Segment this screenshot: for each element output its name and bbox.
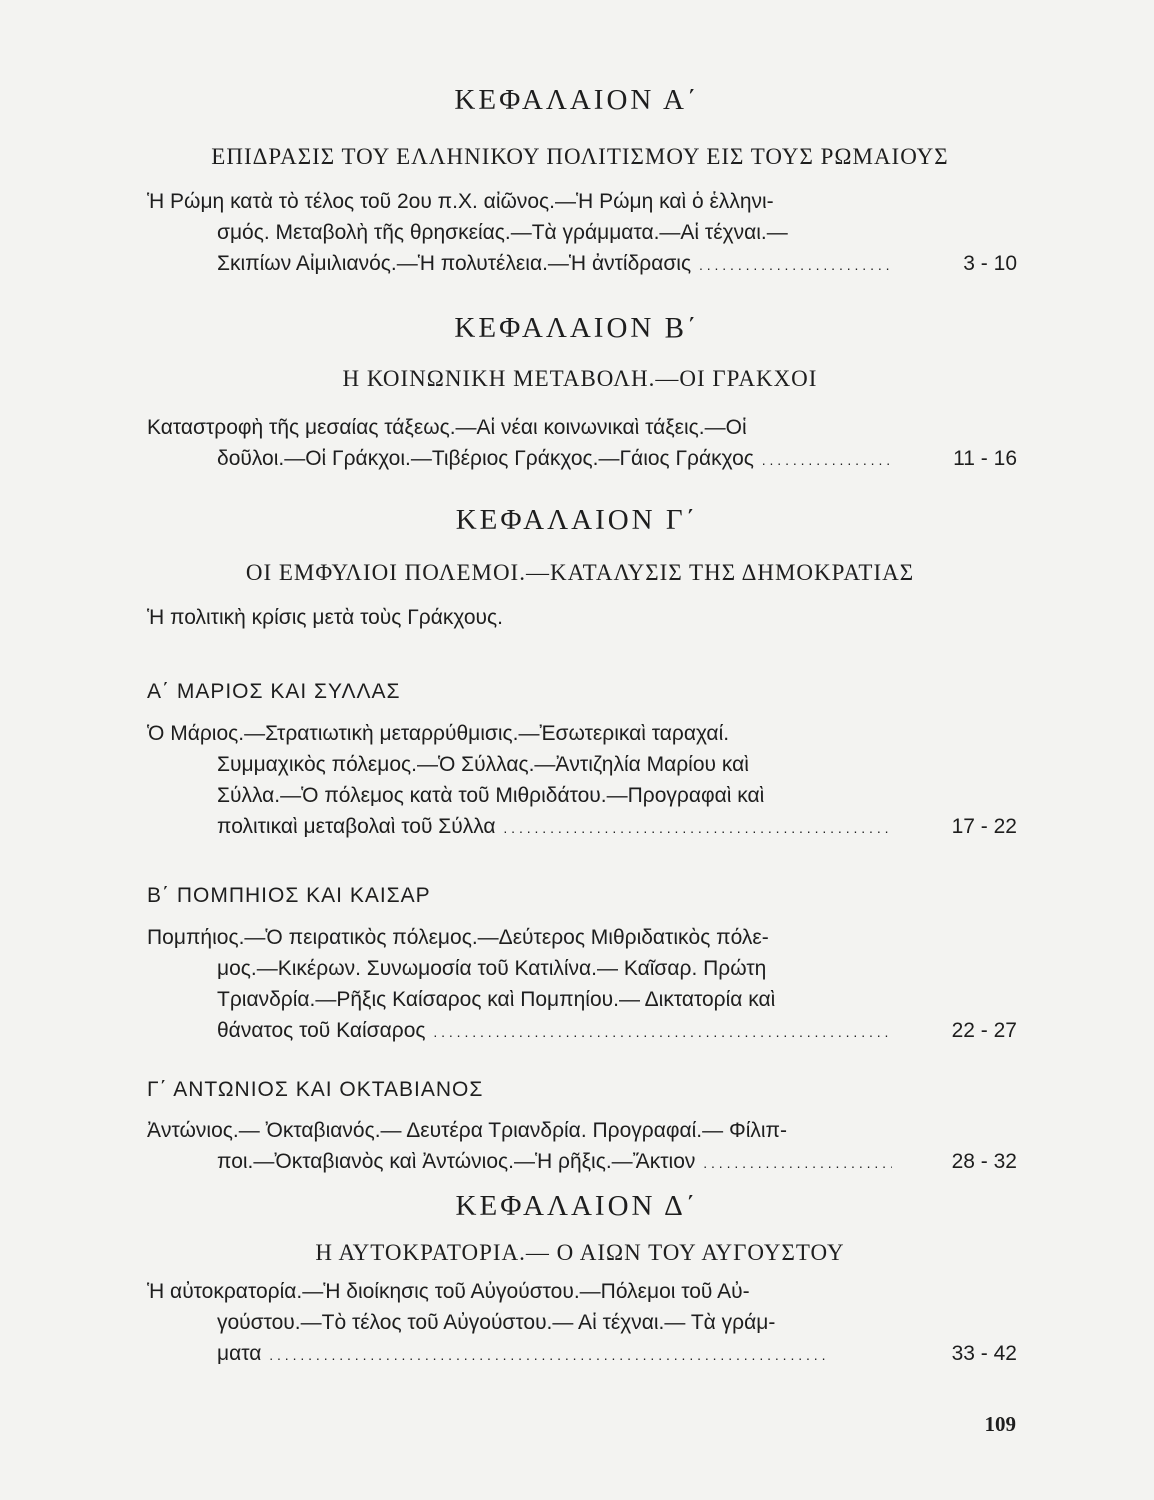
- dot-leader: [699, 252, 892, 275]
- entry-line: Συμμαχικὸς πόλεμος.—Ὁ Σύλλας.—Ἀντιζηλία Μαρίου καὶ: [217, 753, 749, 776]
- entry-line-with-leader: [147, 248, 892, 279]
- section-c-pages: 28 - 32: [951, 1150, 1017, 1173]
- chapter-b-entry: [147, 412, 892, 474]
- entry-line-with-leader: [147, 811, 892, 842]
- chapter-a-subtitle: ΕΠΙΔΡΑΣΙΣ ΤΟΥ ΕΛΛΗΝΙΚΟΥ ΠΟΛΙΤΙΣΜΟΥ ΕΙΣ ΤΟΥΣ ΡΩΜΑΙΟΥΣ: [211, 144, 949, 169]
- entry-line: Ὁ Μάριος.—Στρατιωτικὴ μεταρρύθμισις.—Ἐσωτερικαὶ ταραχαί.: [147, 722, 730, 745]
- chapter-b-title: ΚΕΦΑΛΑΙΟΝ Β΄: [454, 312, 700, 344]
- entry-line: πολιτικαὶ μεταβολαὶ τοῦ Σύλλα: [217, 815, 496, 838]
- chapter-a-pages: 3 - 10: [963, 252, 1017, 275]
- chapter-a-entry: [147, 186, 892, 279]
- chapter-a-title: ΚΕΦΑΛΑΙΟΝ Α΄: [454, 84, 700, 116]
- dot-leader: [503, 815, 892, 838]
- section-a-heading: Α΄ ΜΑΡΙΟΣ ΚΑΙ ΣΥΛΛΑΣ: [147, 680, 401, 703]
- section-b-pages: 22 - 27: [951, 1019, 1017, 1042]
- chapter-d-pages: 33 - 42: [951, 1342, 1017, 1365]
- entry-line-with-leader: [147, 1015, 892, 1046]
- section-a-entry: [147, 718, 892, 842]
- chapter-d-title: ΚΕΦΑΛΑΙΟΝ Δ΄: [455, 1190, 699, 1222]
- entry-line: γούστου.—Τὸ τέλος τοῦ Αὐγούστου.— Αἱ τέχναι.— Τὰ γράμ-: [217, 1311, 776, 1334]
- dot-leader: [762, 447, 892, 470]
- entry-line-with-leader: [147, 1146, 892, 1177]
- entry-line: Ἀντώνιος.— Ὀκταβιανός.— Δευτέρα Τριανδρία. Προγραφαί.— Φίλιπ-: [147, 1119, 788, 1142]
- entry-line: δοῦλοι.—Οἱ Γράκχοι.—Τιβέριος Γράκχος.—Γάιος Γράκχος: [217, 447, 754, 470]
- chapter-d-subtitle: Η ΑΥΤΟΚΡΑΤΟΡΙΑ.— Ο ΑΙΩΝ ΤΟΥ ΑΥΓΟΥΣΤΟΥ: [315, 1240, 845, 1265]
- section-b-heading: Β΄ ΠΟΜΠΗΙΟΣ ΚΑΙ ΚΑΙΣΑΡ: [147, 884, 431, 907]
- entry-line: μος.—Κικέρων. Συνωμοσία τοῦ Κατιλίνα.— Καῖσαρ. Πρώτη: [217, 957, 767, 980]
- chapter-b-pages: 11 - 16: [953, 447, 1017, 470]
- chapter-c-title: ΚΕΦΑΛΑΙΟΝ Γ΄: [455, 504, 699, 536]
- entry-line-with-leader: [147, 443, 892, 474]
- chapter-d-entry: [147, 1276, 892, 1369]
- section-c-heading: Γ΄ ΑΝΤΩΝΙΟΣ ΚΑΙ ΟΚΤΑΒΙΑΝΟΣ: [147, 1078, 484, 1101]
- entry-line: Ἡ Ρώμη κατὰ τὸ τέλος τοῦ 2ου π.Χ. αἰῶνος.—Ἡ Ρώμη καὶ ὁ ἑλληνι-: [147, 190, 774, 213]
- entry-line: Τριανδρία.—Ρῆξις Καίσαρος καὶ Πομπηίου.— Δικτατορία καὶ: [217, 988, 776, 1011]
- entry-line: Ἡ αὐτοκρατορία.—Ἡ διοίκησις τοῦ Αὐγούστου.—Πόλεμοι τοῦ Αὐ-: [147, 1280, 750, 1303]
- entry-line: Καταστροφὴ τῆς μεσαίας τάξεως.—Αἱ νέαι κοινωνικαὶ τάξεις.—Οἱ: [147, 416, 747, 439]
- entry-line: θάνατος τοῦ Καίσαρος: [217, 1019, 426, 1042]
- chapter-c-subtitle: ΟΙ ΕΜΦΥΛΙΟΙ ΠΟΛΕΜΟΙ.—ΚΑΤΑΛΥΣΙΣ ΤΗΣ ΔΗΜΟΚΡΑΤΙΑΣ: [245, 560, 915, 585]
- entry-line: ποι.—Ὀκταβιανὸς καὶ Ἀντώνιος.—Ἡ ρῆξις.—Ἄκτιον: [217, 1150, 696, 1173]
- entry-line: Πομπήιος.—Ὁ πειρατικὸς πόλεμος.—Δεύτερος Μιθριδατικὸς πόλε-: [147, 926, 769, 949]
- chapter-c-intro: Ἡ πολιτικὴ κρίσις μετὰ τοὺς Γράκχους.: [147, 606, 503, 629]
- entry-line: σμός. Μεταβολὴ τῆς θρησκείας.—Τὰ γράμματα.—Αἱ τέχναι.—: [217, 221, 788, 244]
- chapter-b-subtitle: Η ΚΟΙΝΩΝΙΚΗ ΜΕΤΑΒΟΛΗ.—ΟΙ ΓΡΑΚΧΟΙ: [342, 366, 818, 391]
- dot-leader: [269, 1342, 825, 1365]
- dot-leader: [433, 1019, 892, 1042]
- entry-line: Σκιπίων Αἰμιλιανός.—Ἡ πολυτέλεια.—Ἡ ἀντίδρασις: [217, 252, 692, 275]
- section-b-entry: [147, 922, 892, 1046]
- section-c-entry: [147, 1115, 892, 1177]
- dot-leader: [703, 1150, 892, 1173]
- entry-line: Σύλλα.—Ὁ πόλεμος κατὰ τοῦ Μιθριδάτου.—Προγραφαὶ καὶ: [217, 784, 765, 807]
- entry-line-with-leader: [147, 1338, 892, 1369]
- section-a-pages: 17 - 22: [951, 815, 1017, 838]
- entry-line: ματα: [217, 1342, 262, 1365]
- page-number: 109: [984, 1412, 1016, 1436]
